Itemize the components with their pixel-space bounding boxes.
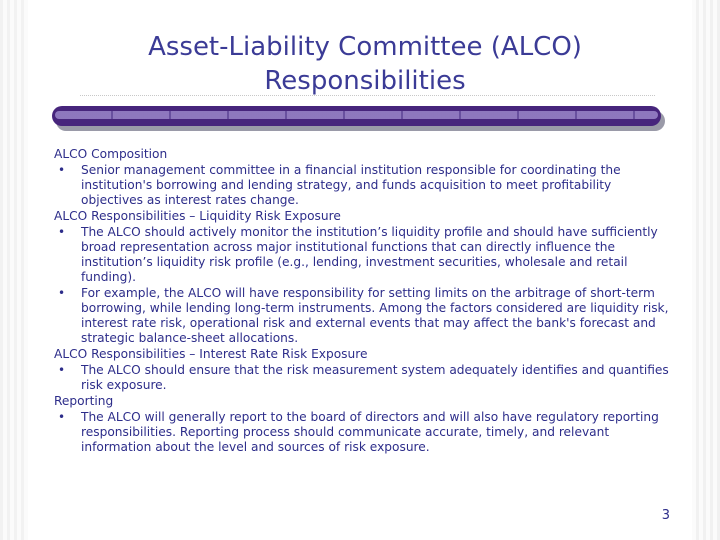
slide-title [60, 30, 670, 98]
slide-content [54, 146, 669, 456]
bullet-text: The ALCO should actively monitor the institution’s liquidity profile and should have sufficiently broad representation across major institutional functions that can directly influence the institution’s liquidity risk profile (e.g., lending, investment securities, wholesale and retail funding). [81, 225, 658, 284]
bullet-dot-icon: • [58, 410, 66, 424]
title-bar-highlight [55, 111, 658, 119]
bullet-text: Senior management committee in a financial institution responsible for coordinating the institution's borrowing and lending strategy, and funds acquisition to meet profitability objectives as interest rates change. [81, 163, 621, 207]
left-stripe-decoration [0, 0, 28, 540]
title-line-2: Responsibilities [264, 66, 466, 96]
bullet-item [54, 410, 669, 455]
bullet-item [54, 286, 669, 346]
page-number: 3 [661, 508, 670, 523]
right-stripe-decoration [692, 0, 720, 540]
section-heading: ALCO Composition [54, 147, 168, 161]
bullet-dot-icon: • [58, 225, 66, 239]
bullet-dot-icon: • [58, 363, 66, 377]
bullet-text: The ALCO will generally report to the board of directors and will also have regulatory reporting responsibilities. Reporting process should communicate accurate, timely, and relevant information about the level and sources of risk exposure. [81, 410, 659, 454]
title-divider [80, 95, 655, 96]
section-heading: ALCO Responsibilities – Interest Rate Risk Exposure [54, 347, 368, 361]
bullet-text: For example, the ALCO will have responsibility for setting limits on the arbitrage of short-term borrowing, while lending long-term instruments. Among the factors considered are liquidity risk, interest rate risk, operational risk and external events that may affect the bank's forecast and strategic balance-sheet allocations. [81, 286, 669, 345]
section-heading: ALCO Responsibilities – Liquidity Risk Exposure [54, 209, 341, 223]
bullet-item [54, 363, 669, 393]
section-heading: Reporting [54, 394, 114, 408]
bullet-text: The ALCO should ensure that the risk measurement system adequately identifies and quantifies risk exposure. [81, 363, 669, 392]
bullet-item [54, 225, 669, 285]
title-line-1: Asset-Liability Committee (ALCO) [148, 32, 582, 62]
title-bar [52, 106, 667, 134]
bullet-dot-icon: • [58, 286, 66, 300]
bullet-dot-icon: • [58, 163, 66, 177]
bullet-item [54, 163, 669, 208]
